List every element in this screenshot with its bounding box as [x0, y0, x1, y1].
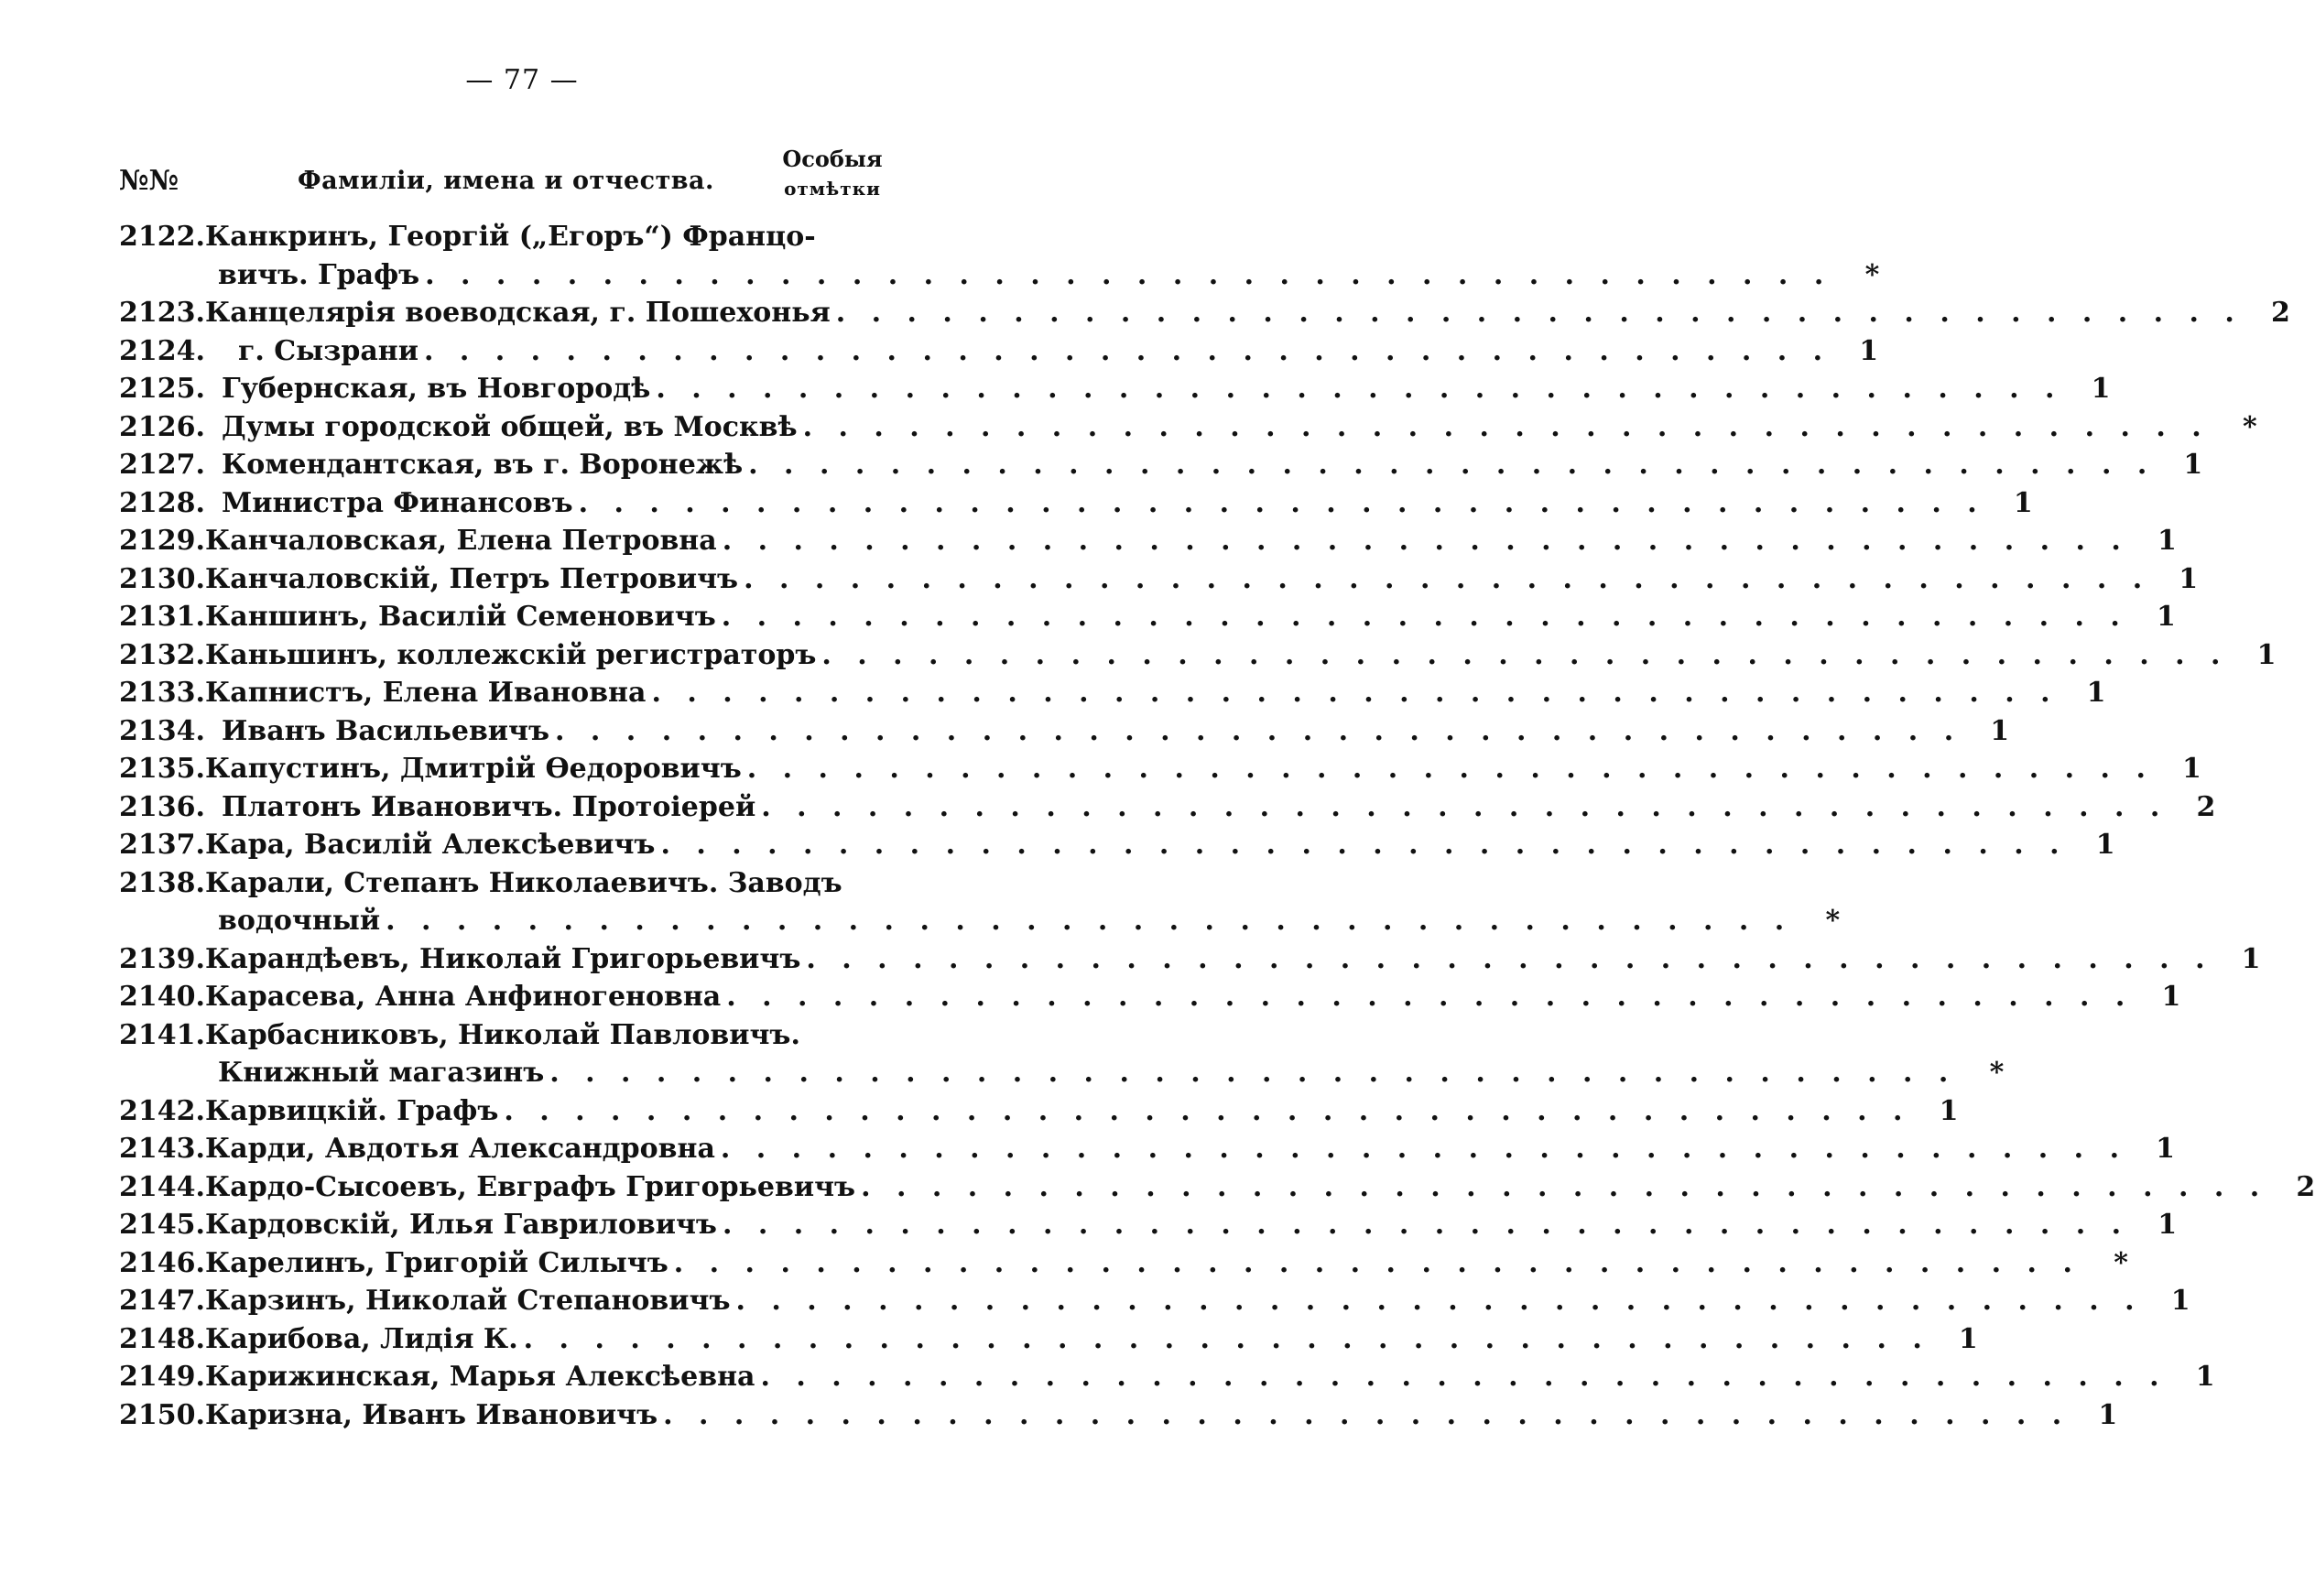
list-item — [119, 1244, 2128, 1283]
list-item — [119, 788, 2216, 827]
entry-name: Карибова, Лидія К. — [205, 1322, 518, 1355]
list-item — [119, 446, 2203, 484]
entry-line — [119, 826, 2115, 864]
entry-line — [119, 1206, 2178, 1244]
entry-line — [119, 1168, 2315, 1207]
entry-line — [119, 560, 2199, 599]
entry-line — [119, 674, 2106, 712]
entry-name: Карижинская, Марья Алексѣевна — [205, 1361, 755, 1393]
entry-line — [119, 484, 2033, 523]
entry-line — [119, 940, 2261, 979]
entry-name: Каризна, Иванъ Ивановичъ — [205, 1398, 658, 1431]
entry-name: Карали, Степанъ Николаевичъ. Заводъ — [205, 866, 842, 899]
marks-column-header — [782, 145, 883, 203]
list-item — [119, 636, 2277, 675]
entry-mark: * — [1864, 258, 1880, 291]
entry-line — [119, 902, 1841, 940]
entry-line — [119, 1016, 879, 1055]
dot-leader: . . . . . . . . . . . . . . . . . . . . . . . . . . . . . . . . . . . . . . . . — [821, 638, 2229, 671]
entry-number: 2146. — [119, 1246, 205, 1279]
entry-name: Капустинъ, Дмитрій Ѳедоровичъ — [205, 753, 742, 785]
dot-leader: . . . . . . . . . . . . . . . . . . . . . . . . . . . . . . . . . . . . . . . . — [720, 1133, 2128, 1165]
list-item — [119, 1396, 2118, 1435]
page-number: — 77 — — [465, 64, 579, 96]
entry-list — [119, 218, 2315, 1434]
entry-mark: 1 — [1990, 714, 2010, 747]
entry-line — [119, 788, 2216, 827]
entry-line — [119, 256, 1880, 295]
entry-mark: * — [2114, 1246, 2128, 1279]
entry-number: 2135. — [119, 753, 205, 785]
entry-line — [119, 294, 2290, 332]
names-column-header: Фамиліи, имена и отчества. — [298, 167, 714, 195]
list-item — [119, 218, 1880, 294]
dot-leader: . . . . . . . . . . . . . . . . . . . . . . . . . . . . . . . . . . . . . . . . — [424, 334, 1831, 367]
entry-number: 2138. — [119, 866, 205, 899]
entry-number: 2134. — [119, 714, 205, 747]
entry-mark: 1 — [2156, 601, 2176, 633]
list-item — [119, 750, 2201, 788]
column-header — [119, 145, 883, 209]
entry-number: 2144. — [119, 1170, 205, 1203]
entry-mark: 1 — [2195, 1361, 2215, 1393]
entry-mark: 1 — [2156, 1133, 2176, 1165]
list-item — [119, 1092, 1959, 1131]
dot-leader: . . . . . . . . . . . . . . . . . . . . . . . . . . . . . . . . . . . . . . . . — [663, 1398, 2070, 1431]
entry-name: Карасева, Анна Анфиногеновна — [205, 981, 722, 1013]
entry-mark: * — [1825, 905, 1841, 937]
entry-name: Комендантская, въ г. Воронежѣ — [222, 449, 744, 481]
dot-leader: . . . . . . . . . . . . . . . . . . . . . . . . . . . . . . . . . . . . . . . . — [835, 297, 2243, 329]
list-item — [119, 522, 2177, 560]
entry-mark: 1 — [2161, 981, 2181, 1013]
list-item — [119, 1358, 2215, 1396]
marks-header-line1: Особыя — [782, 146, 883, 172]
entry-name: Губернская, въ Новгородѣ — [222, 373, 651, 405]
entry-number: 2136. — [119, 790, 205, 823]
entry-line — [119, 1130, 2176, 1168]
entry-mark: * — [2242, 410, 2257, 443]
entry-name: Канцелярія воеводская, г. Пошехонья — [205, 297, 831, 329]
entry-number: 2147. — [119, 1285, 205, 1317]
list-item — [119, 598, 2176, 636]
dot-leader: . . . . . . . . . . . . . . . . . . . . . . . . . . . . . . . . . . . . . . . . — [761, 790, 2168, 823]
entry-name: Канкринъ, Георгій („Егоръ“) Францо- — [205, 221, 816, 253]
list-item — [119, 940, 2261, 979]
dot-leader: . . . . . . . . . . . . . . . . . . . . . . . . . . . . . . . . . . . . . . . . — [523, 1322, 1930, 1355]
dot-leader: . . . . . . . . . . . . . . . . . . . . . . . . . . . . . . . . . . . . . . . . — [425, 258, 1832, 291]
entry-name: Карелинъ, Григорій Силычъ — [205, 1246, 668, 1279]
list-item — [119, 864, 1841, 940]
list-item — [119, 1320, 1978, 1359]
list-item — [119, 1016, 2005, 1092]
entry-mark: 2 — [2196, 790, 2216, 823]
entry-name: г. Сызрани — [238, 334, 418, 367]
entry-line — [119, 218, 879, 256]
list-item — [119, 1130, 2176, 1168]
dot-leader: . . . . . . . . . . . . . . . . . . . . . . . . . . . . . . . . . . . . . . . . — [744, 562, 2151, 595]
entry-mark: 1 — [2182, 753, 2201, 785]
entry-mark: 1 — [2157, 1209, 2178, 1241]
entry-name: Карзинъ, Николай Степановичъ — [205, 1285, 731, 1317]
list-item — [119, 826, 2115, 864]
entry-number: 2124. — [119, 334, 205, 367]
entry-name: водочный — [218, 905, 381, 937]
list-item — [119, 1168, 2315, 1207]
entry-mark: 1 — [1958, 1322, 1978, 1355]
entry-name: Кардовскій, Илья Гавриловичъ — [205, 1209, 717, 1241]
entry-name: Иванъ Васильевичъ — [222, 714, 550, 747]
dot-leader: . . . . . . . . . . . . . . . . . . . . . . . . . . . . . . . . . . . . . . . . — [802, 410, 2210, 443]
dot-leader: . . . . . . . . . . . . . . . . . . . . . . . . . . . . . . . . . . . . . . . . — [746, 753, 2154, 785]
list-item — [119, 370, 2111, 408]
list-item — [119, 560, 2199, 599]
entry-line — [119, 712, 2010, 751]
entry-line — [119, 864, 879, 903]
dot-leader: . . . . . . . . . . . . . . . . . . . . . . . . . . . . . . . . . . . . . . . . — [578, 486, 1985, 519]
entry-number: 2129. — [119, 525, 205, 557]
entry-name: Платонъ Ивановичъ. Протоіерей — [222, 790, 756, 823]
entry-mark: 1 — [2183, 449, 2203, 481]
dot-leader: . . . . . . . . . . . . . . . . . . . . . . . . . . . . . . . . . . . . . . . . — [549, 1057, 1957, 1089]
entry-name: Кардо-Сысоевъ, Евграфъ Григорьевичъ — [205, 1170, 856, 1203]
entry-line — [119, 1320, 1978, 1359]
entry-mark: 1 — [2091, 373, 2111, 405]
entry-line — [119, 1054, 2005, 1092]
entry-line — [119, 1282, 2190, 1320]
entry-line — [119, 522, 2177, 560]
entry-number: 2141. — [119, 1018, 205, 1051]
entry-mark: * — [1989, 1057, 2005, 1089]
entry-mark: 2 — [2296, 1170, 2315, 1203]
entry-mark: 1 — [2179, 562, 2199, 595]
entry-line — [119, 1092, 1959, 1131]
list-item — [119, 484, 2033, 523]
dot-leader: . . . . . . . . . . . . . . . . . . . . . . . . . . . . . . . . . . . . . . . . — [555, 714, 1962, 747]
list-item — [119, 978, 2181, 1016]
entry-name: Карбасниковъ, Николай Павловичъ. — [205, 1018, 800, 1051]
entry-line — [119, 636, 2277, 675]
entry-mark: 1 — [2256, 638, 2277, 671]
entry-line — [119, 332, 1879, 371]
list-item — [119, 1206, 2178, 1244]
entry-mark: 1 — [2241, 942, 2261, 975]
entry-name: Каньшинъ, коллежскій регистраторъ — [205, 638, 817, 671]
entry-number: 2150. — [119, 1398, 205, 1431]
list-item — [119, 294, 2290, 332]
number-column-header: №№ — [119, 165, 179, 197]
entry-line — [119, 1244, 2128, 1283]
entry-line — [119, 408, 2257, 447]
entry-name: Книжный магазинъ — [218, 1057, 545, 1089]
entry-mark: 1 — [1859, 334, 1879, 367]
entry-number: 2126. — [119, 410, 205, 443]
entry-name: Каншинъ, Василій Семеновичъ — [205, 601, 716, 633]
dot-leader: . . . . . . . . . . . . . . . . . . . . . . . . . . . . . . . . . . . . . . . . — [651, 677, 2059, 709]
entry-mark: 2 — [2271, 297, 2290, 329]
dot-leader: . . . . . . . . . . . . . . . . . . . . . . . . . . . . . . . . . . . . . . . . — [504, 1094, 1911, 1127]
list-item — [119, 712, 2010, 751]
entry-number: 2142. — [119, 1094, 205, 1127]
entry-mark: 1 — [2098, 1398, 2118, 1431]
entry-name: Думы городской общей, въ Москвѣ — [222, 410, 798, 443]
entry-name: Министра Финансовъ — [222, 486, 573, 519]
entry-name: Карандѣевъ, Николай Григорьевичъ — [205, 942, 801, 975]
entry-number: 2130. — [119, 562, 205, 595]
dot-leader: . . . . . . . . . . . . . . . . . . . . . . . . . . . . . . . . . . . . . . . . — [673, 1246, 2081, 1279]
entry-name: Кара, Василій Алексѣевичъ — [205, 829, 656, 861]
entry-mark: 1 — [1939, 1094, 1959, 1127]
entry-number: 2133. — [119, 677, 205, 709]
entry-mark: 1 — [2086, 677, 2106, 709]
entry-line — [119, 1396, 2118, 1435]
dot-leader: . . . . . . . . . . . . . . . . . . . . . . . . . . . . . . . . . . . . . . . . — [726, 981, 2134, 1013]
entry-number: 2140. — [119, 981, 205, 1013]
dot-leader: . . . . . . . . . . . . . . . . . . . . . . . . . . . . . . . . . . . . . . . . — [861, 1170, 2268, 1203]
entry-number: 2127. — [119, 449, 205, 481]
entry-mark: 1 — [2013, 486, 2033, 519]
entry-line — [119, 1358, 2215, 1396]
dot-leader: . . . . . . . . . . . . . . . . . . . . . . . . . . . . . . . . . . . . . . . . — [760, 1361, 2168, 1393]
dot-leader: . . . . . . . . . . . . . . . . . . . . . . . . . . . . . . . . . . . . . . . . — [721, 601, 2128, 633]
entry-number: 2148. — [119, 1322, 205, 1355]
entry-number: 2131. — [119, 601, 205, 633]
entry-name: вичъ. Графъ — [218, 258, 420, 291]
entry-line — [119, 446, 2203, 484]
entry-number: 2122. — [119, 221, 205, 253]
entry-name: Капнистъ, Елена Ивановна — [205, 677, 647, 709]
entry-line — [119, 978, 2181, 1016]
entry-name: Канчаловскій, Петръ Петровичъ — [205, 562, 739, 595]
marks-header-line2: отмѣтки — [784, 178, 881, 200]
entry-name: Карди, Авдотья Александровна — [205, 1133, 715, 1165]
dot-leader: . . . . . . . . . . . . . . . . . . . . . . . . . . . . . . . . . . . . . . . . — [748, 449, 2156, 481]
dot-leader: . . . . . . . . . . . . . . . . . . . . . . . . . . . . . . . . . . . . . . . . — [722, 525, 2129, 557]
dot-leader: . . . . . . . . . . . . . . . . . . . . . . . . . . . . . . . . . . . . . . . . — [660, 829, 2068, 861]
entry-number: 2128. — [119, 486, 205, 519]
entry-number: 2123. — [119, 297, 205, 329]
entry-line — [119, 750, 2201, 788]
list-item — [119, 408, 2257, 447]
entry-number: 2139. — [119, 942, 205, 975]
dot-leader: . . . . . . . . . . . . . . . . . . . . . . . . . . . . . . . . . . . . . . . . — [735, 1285, 2143, 1317]
entry-number: 2132. — [119, 638, 205, 671]
entry-line — [119, 598, 2176, 636]
entry-mark: 1 — [2170, 1285, 2190, 1317]
list-item — [119, 332, 1879, 371]
entry-line — [119, 370, 2111, 408]
entry-number: 2145. — [119, 1209, 205, 1241]
dot-leader: . . . . . . . . . . . . . . . . . . . . . . . . . . . . . . . . . . . . . . . . — [722, 1209, 2130, 1241]
list-item — [119, 1282, 2190, 1320]
entry-number: 2137. — [119, 829, 205, 861]
entry-name: Канчаловская, Елена Петровна — [205, 525, 717, 557]
entry-name: Карвицкій. Графъ — [205, 1094, 499, 1127]
dot-leader: . . . . . . . . . . . . . . . . . . . . . . . . . . . . . . . . . . . . . . . . — [656, 373, 2063, 405]
entry-number: 2125. — [119, 373, 205, 405]
entry-mark: 1 — [2157, 525, 2177, 557]
entry-number: 2149. — [119, 1361, 205, 1393]
list-item — [119, 674, 2106, 712]
entry-mark: 1 — [2095, 829, 2115, 861]
dot-leader: . . . . . . . . . . . . . . . . . . . . . . . . . . . . . . . . . . . . . . . . — [806, 942, 2213, 975]
dot-leader: . . . . . . . . . . . . . . . . . . . . . . . . . . . . . . . . . . . . . . . . — [386, 905, 1793, 937]
entry-number: 2143. — [119, 1133, 205, 1165]
